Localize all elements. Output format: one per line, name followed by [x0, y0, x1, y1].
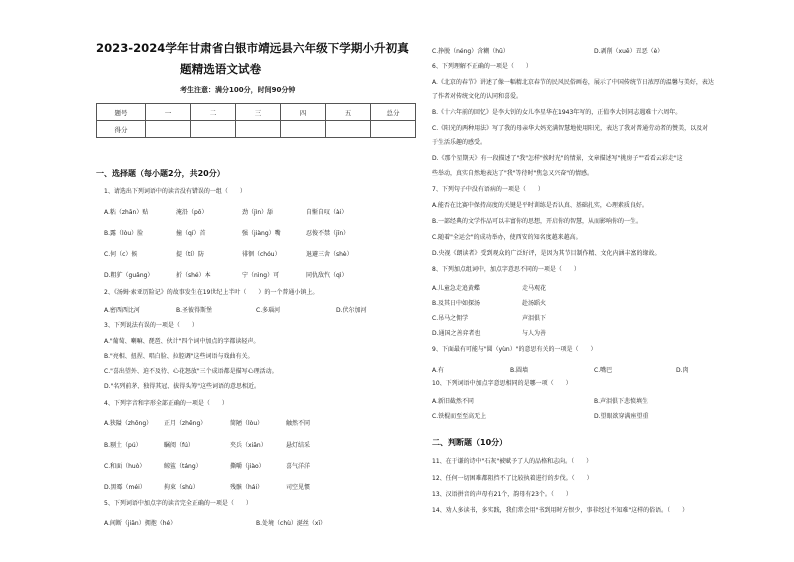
- q1-option-c-word4: 退避三舍（shè）: [306, 251, 353, 258]
- judge-question-11: 11、在于谦的诗中"石灰"被赋予了人的品格和志向。（ ）: [432, 458, 593, 465]
- question-9: 9、下面最有可能与"圆（yùn）"的意思有关的一项是（ ）: [432, 346, 597, 353]
- q6-line: C.《阳光的两种用法》写了我的母亲华大妈充满智慧地使用阳光，表达了我对普通劳动者的赞美，以及对: [432, 125, 709, 132]
- score-cell[interactable]: [281, 121, 326, 138]
- q2-option-d: D.伏尔加河: [336, 307, 367, 314]
- q9-option-a: A.有: [432, 367, 444, 374]
- score-cell[interactable]: [191, 121, 236, 138]
- q4-option-c-word1: C.和面（huò）: [104, 463, 146, 470]
- judge-question-13: 13、汉语拼音的声母有21个，韵母有23个。（ ）: [432, 491, 572, 498]
- q4-option-c-word4: 喜气洋洋: [286, 463, 311, 470]
- exam-title-line2: 题精选语文试卷: [180, 62, 262, 76]
- q8-option-b-pair: 赴汤蹈火: [522, 300, 547, 307]
- q1-option-a-word4: 自惭自叹（ài）: [306, 209, 348, 216]
- score-table-head-cell: 二: [191, 104, 236, 121]
- section-2-heading: 二、判断题（10分）: [432, 438, 508, 447]
- q9-option-c: C.嘴巴: [594, 367, 613, 374]
- q4-option-b-word3: 夹兵（xiān）: [230, 442, 267, 449]
- q3-option-d: D."名列前茅、独得其冠、拔得头筹"这些词语的意思相近。: [104, 383, 261, 390]
- judge-question-14: 14、劝人多读书，多实践，我们常会用"书到用时方恨少，事非经过不知难"这样的俗语。（ ）: [432, 507, 689, 514]
- question-3: 3、下列说法有误的一项是（ ）: [104, 322, 198, 329]
- score-table-head-cell: 五: [326, 104, 371, 121]
- q8-option-a: A.儿童急走追黄蝶: [432, 285, 480, 292]
- q1-option-d-word2: 折（shé）本: [176, 272, 211, 279]
- q4-option-d-word3: 残骸（hái）: [230, 484, 264, 491]
- q8-option-a-pair: 走马观花: [522, 285, 547, 292]
- score-table: [96, 103, 416, 138]
- q1-option-c-word2: 提（tí）防: [176, 251, 205, 258]
- q10-option-d: D.望眼欲穿满座望重: [594, 413, 649, 420]
- score-table-score-row: [97, 121, 416, 138]
- question-5: 5、下列词语中加点字的读音完全正确的一项是（ ）: [104, 500, 252, 507]
- q1-option-d-word3: 宁（nìng）可: [242, 272, 280, 279]
- question-7: 7、下列句子中没有语病的一项是（ ）: [432, 186, 544, 193]
- score-cell[interactable]: [236, 121, 281, 138]
- question-2: 2、《汤姆·索亚历险记》的故事发生在19世纪上半叶（ ）的一个普通小镇上。: [104, 289, 319, 296]
- score-table-head-cell: 题号: [97, 104, 146, 121]
- q1-option-a-word1: A.粘（zhān）贴: [104, 209, 149, 216]
- q5-option-c: C.挣脱（néng）含糊（hū）: [432, 48, 509, 55]
- q8-option-d-pair: 与人为善: [522, 330, 547, 337]
- q5-option-d: D.剥削（xuē）丑恶（è）: [594, 48, 664, 55]
- question-6: 6、下列理解不正确的一项是（ ）: [432, 63, 532, 70]
- q1-option-b-word3: 强（jiàng）嘴: [242, 230, 281, 237]
- q5-option-b: B.处境（chù）涎丝（xī）: [256, 520, 327, 527]
- score-cell[interactable]: [371, 121, 416, 138]
- q2-option-c: C.多瑙河: [256, 307, 281, 314]
- q4-option-a-word3: 简陋（lòu）: [230, 420, 264, 427]
- score-table-head-cell: 总分: [371, 104, 416, 121]
- q1-option-c-word3: 徘徊（chóu）: [242, 251, 281, 258]
- question-1: 1、请选出下列词语中的读音没有错误的一组（ ）: [104, 188, 246, 195]
- q2-option-a: A.密西西比河: [104, 307, 140, 314]
- q7-option-d: D.央视《朗读者》受到观众的广泛好评，是因为其节目制作精、文化内涵丰富的缘故。: [432, 250, 661, 257]
- q6-line: D.《那个星期天》有一段描述了"我"怎样"挨时光"的情景，文章描述写"挑房子""看看云彩走"这: [432, 155, 683, 162]
- q1-option-b-word1: B.露（lòu）脸: [104, 230, 144, 237]
- question-4: 4、下列字音和字形全部正确的一项是（ ）: [104, 400, 228, 407]
- score-table-head-cell: 一: [146, 104, 191, 121]
- question-10: 10、下列词语中加点字意思相同的是哪一项（ ）: [432, 380, 572, 387]
- q8-option-c-pair: 声泪俱下: [522, 315, 547, 322]
- q6-line: B.《十六年前的回忆》是李大钊的女儿李星华在1943年写的，正值李大钊同志遇难十六周年。: [432, 109, 682, 116]
- q1-option-d-word1: D.粗犷（guǎng）: [104, 272, 154, 279]
- q4-option-b-word2: 瞩阅（fú）: [164, 442, 194, 449]
- q9-option-d: D.肉: [676, 367, 689, 374]
- q7-option-c: C.随着"全运会"的成功举办，使西安的知名度越来越高。: [432, 234, 582, 241]
- q6-line: 于生活乐趣的感受。: [432, 139, 487, 146]
- q10-option-c: C.铁棍而至至高无上: [432, 413, 487, 420]
- score-cell[interactable]: [146, 121, 191, 138]
- q6-line: 些举动，真实自然地表达了"我"等待时"焦急又兴奋"的情感。: [432, 170, 594, 177]
- q6-line: A.《北京的春节》讲述了像一幅精北京春节的民风民俗画卷，展示了中国传统节日浓厚的温馨与美好，表达: [432, 79, 714, 86]
- q4-option-d-word4: 司空见惯: [286, 484, 311, 491]
- judge-question-12: 12、任何一切困难都阻挡不了比较执着进行的步伐。（ ）: [432, 475, 593, 482]
- exam-title-line1: 2023-2024学年甘肃省白银市靖远县六年级下学期小升初真: [96, 41, 409, 55]
- q4-option-c-word3: 撕嚼（jiào）: [230, 463, 265, 470]
- q10-option-b: B.声泪俱下悲愤填生: [594, 398, 649, 405]
- q4-option-d-word1: D.黑霉（méi）: [104, 484, 146, 491]
- q3-option-c: C."喜出望外、迫不及待、心花怒放"三个成语都是描写心理活动。: [104, 368, 278, 375]
- q1-option-a-word2: 淹沿（pō）: [176, 209, 208, 216]
- q1-option-b-word4: 忍俊不禁（jīn）: [306, 230, 350, 237]
- q4-option-a-word1: A.狭隘（zhōng）: [104, 420, 153, 427]
- q9-option-b: B.圆墙: [510, 367, 529, 374]
- q3-option-a: A."葡萄、喇嘛、琵琶、伙计"四个词中加点的字都读轻声。: [104, 338, 260, 345]
- score-row-label: 得分: [97, 121, 146, 138]
- score-cell[interactable]: [326, 121, 371, 138]
- question-8: 8、下列加点组词中，加点字意思不同的一项是（ ）: [432, 266, 580, 273]
- score-table-head-cell: 三: [236, 104, 281, 121]
- q1-option-b-word2: 撞（qí）首: [176, 230, 206, 237]
- section-1-heading: 一、选择题（每小题2分，共20分）: [96, 169, 225, 178]
- q4-option-a-word4: 触然不同: [286, 420, 311, 427]
- q6-line: 了作者对传统文化的认同和喜爱。: [432, 93, 523, 100]
- q4-option-d-word2: 拘束（shù）: [164, 484, 199, 491]
- q8-option-d: D.通国之善弈者也: [432, 330, 481, 337]
- q4-option-b-word4: 悬灯结采: [286, 442, 311, 449]
- q10-option-a: A.新旧截然不同: [432, 398, 474, 405]
- q7-option-a: A.能否在比赛中保持高度的关键是平时训练是否认真、基础扎实，心理素质良好。: [432, 202, 648, 209]
- score-table-header-row: [97, 104, 416, 121]
- q8-option-c: C.吊马之佣学: [432, 315, 469, 322]
- q3-option-b: B."亮相、扭捏、唱白脸、拉腔调"这些词语与戏曲有关。: [104, 353, 254, 360]
- q4-option-c-word2: 鲸鲨（táng）: [164, 463, 202, 470]
- q1-option-d-word4: 同仇敌忾（qì）: [306, 272, 348, 279]
- q8-option-b: B.及其日中如探汤: [432, 300, 481, 307]
- q5-option-a: A.间断（jiān）拥抱（hé）: [104, 520, 177, 527]
- q4-option-b-word1: B.剔土（pú）: [104, 442, 142, 449]
- q4-option-a-word2: 正月（zhēng）: [164, 420, 207, 427]
- score-table-head-cell: 四: [281, 104, 326, 121]
- q7-option-b: B.一部经典的文学作品可以丰富你的思想，开启你的智慧，从而影响你的一生。: [432, 218, 643, 225]
- exam-info: 考生注意：满分100分，时间90分钟: [180, 86, 296, 94]
- q1-option-c-word1: C.何（c）候: [104, 251, 138, 258]
- q1-option-a-word3: 劲（jìn）舔: [242, 209, 274, 216]
- q2-option-b: B.圣彼得斯堡: [176, 307, 213, 314]
